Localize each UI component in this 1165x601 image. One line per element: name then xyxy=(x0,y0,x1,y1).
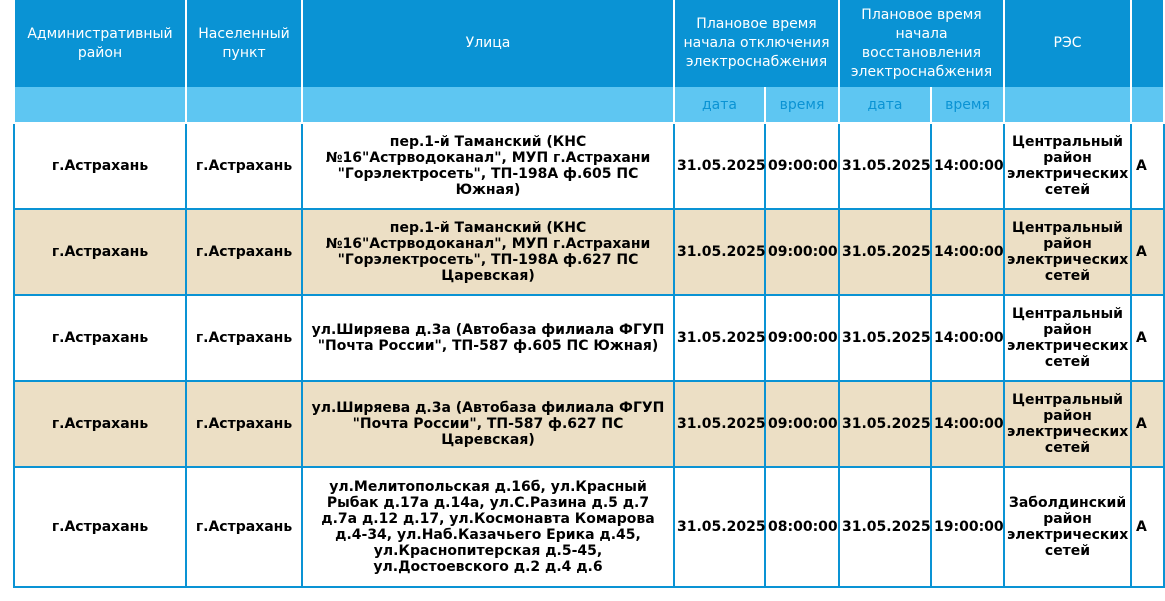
subheader-empty xyxy=(1131,87,1164,123)
subheader-empty xyxy=(186,87,302,123)
cell-district: г.Астрахань xyxy=(14,467,186,587)
cell-off-time: 09:00:00 xyxy=(765,295,839,381)
cell-res: Заболдинский район электрических сетей xyxy=(1004,467,1131,587)
cell-settlement: г.Астрахань xyxy=(186,467,302,587)
cell-truncated: А xyxy=(1131,381,1164,467)
cell-district: г.Астрахань xyxy=(14,381,186,467)
cell-off-time: 09:00:00 xyxy=(765,123,839,209)
header-settlement: Населенный пункт xyxy=(186,0,302,87)
cell-res: Центральный район электрических сетей xyxy=(1004,295,1131,381)
cell-settlement: г.Астрахань xyxy=(186,209,302,295)
header-extra xyxy=(1131,0,1164,87)
cell-res: Центральный район электрических сетей xyxy=(1004,209,1131,295)
header-res: РЭС xyxy=(1004,0,1131,87)
cell-on-date: 31.05.2025 xyxy=(839,123,931,209)
table-row xyxy=(14,123,1164,209)
cell-street: ул.Мелитопольская д.16б, ул.Красный Рыбак д.17а д.14а, ул.С.Разина д.5 д.7 д.7а д.12 д.17, ул.Космонавта Комарова д.4-34, ул.Наб.Казачьего Ерика д.45, ул.Краснопитерская д.5-45, ул.Достоевского д.2 д.4 д.6 xyxy=(302,467,674,587)
table-row xyxy=(14,295,1164,381)
header-street: Улица xyxy=(302,0,674,87)
cell-off-date: 31.05.2025 xyxy=(674,381,765,467)
header-on-time: Плановое время начала восстановления электроснабжения xyxy=(839,0,1004,87)
cell-street: ул.Ширяева д.3а (Автобаза филиала ФГУП "Почта России", ТП-587 ф.627 ПС Царевская) xyxy=(302,381,674,467)
subheader-off-time: время xyxy=(765,87,839,123)
cell-on-date: 31.05.2025 xyxy=(839,381,931,467)
header-off-time: Плановое время начала отключения электроснабжения xyxy=(674,0,839,87)
subheader-empty xyxy=(302,87,674,123)
cell-street: пер.1-й Таманский (КНС №16"Астрводоканал", МУП г.Астрахани "Горэлектросеть", ТП-198А ф.605 ПС Южная) xyxy=(302,123,674,209)
cell-on-time: 14:00:00 xyxy=(931,123,1004,209)
cell-off-time: 08:00:00 xyxy=(765,467,839,587)
subheader-off-date: дата xyxy=(674,87,765,123)
cell-truncated: А xyxy=(1131,295,1164,381)
cell-off-date: 31.05.2025 xyxy=(674,209,765,295)
cell-on-time: 14:00:00 xyxy=(931,209,1004,295)
header-district: Административный район xyxy=(14,0,186,87)
cell-on-date: 31.05.2025 xyxy=(839,295,931,381)
cell-settlement: г.Астрахань xyxy=(186,123,302,209)
cell-street: пер.1-й Таманский (КНС №16"Астрводоканал", МУП г.Астрахани "Горэлектросеть", ТП-198А ф.627 ПС Царевская) xyxy=(302,209,674,295)
subheader-on-date: дата xyxy=(839,87,931,123)
cell-off-time: 09:00:00 xyxy=(765,381,839,467)
cell-on-date: 31.05.2025 xyxy=(839,467,931,587)
cell-on-time: 14:00:00 xyxy=(931,295,1004,381)
cell-district: г.Астрахань xyxy=(14,295,186,381)
outage-schedule-table xyxy=(13,0,1165,588)
cell-district: г.Астрахань xyxy=(14,123,186,209)
cell-district: г.Астрахань xyxy=(14,209,186,295)
cell-truncated: А xyxy=(1131,123,1164,209)
cell-on-time: 19:00:00 xyxy=(931,467,1004,587)
cell-settlement: г.Астрахань xyxy=(186,295,302,381)
cell-res: Центральный район электрических сетей xyxy=(1004,381,1131,467)
cell-off-date: 31.05.2025 xyxy=(674,123,765,209)
table-subheader-row xyxy=(14,87,1164,123)
cell-on-time: 14:00:00 xyxy=(931,381,1004,467)
cell-on-date: 31.05.2025 xyxy=(839,209,931,295)
cell-truncated: А xyxy=(1131,209,1164,295)
cell-street: ул.Ширяева д.3а (Автобаза филиала ФГУП "Почта России", ТП-587 ф.605 ПС Южная) xyxy=(302,295,674,381)
table-header-row xyxy=(14,0,1164,87)
cell-settlement: г.Астрахань xyxy=(186,381,302,467)
cell-truncated: А xyxy=(1131,467,1164,587)
cell-off-date: 31.05.2025 xyxy=(674,467,765,587)
cell-off-date: 31.05.2025 xyxy=(674,295,765,381)
subheader-empty xyxy=(14,87,186,123)
subheader-empty xyxy=(1004,87,1131,123)
subheader-on-time: время xyxy=(931,87,1004,123)
outage-table-container xyxy=(13,0,1145,601)
table-row xyxy=(14,467,1164,587)
table-row xyxy=(14,381,1164,467)
cell-res: Центральный район электрических сетей xyxy=(1004,123,1131,209)
table-row xyxy=(14,209,1164,295)
cell-off-time: 09:00:00 xyxy=(765,209,839,295)
